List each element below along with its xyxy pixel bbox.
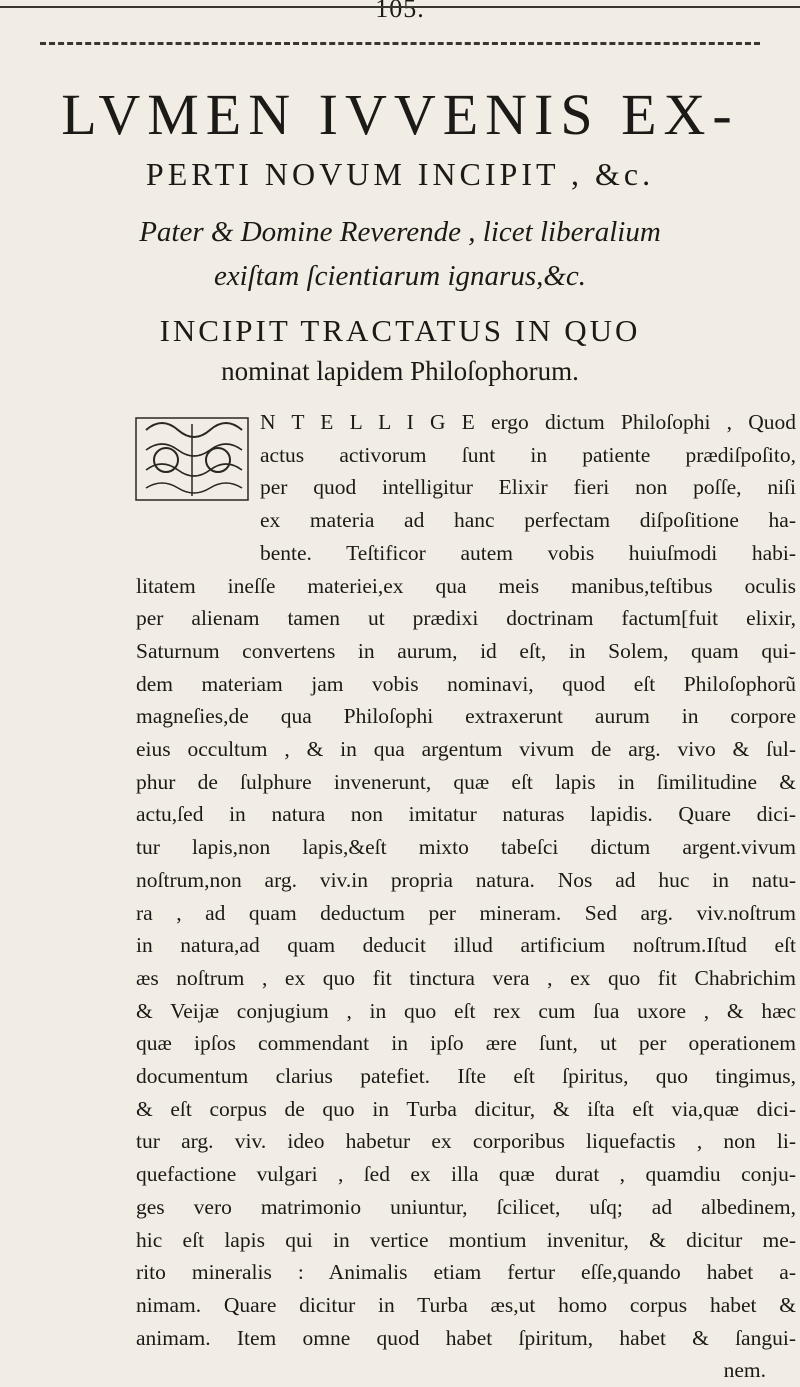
title-main: LVMEN IVVENIS EX- bbox=[61, 82, 739, 147]
text-line: rito mineralis : Animalis etiam fertur eſſe,quando habet a- bbox=[136, 1260, 796, 1285]
catchword: nem. bbox=[723, 1358, 766, 1383]
text-line: per quod intelligitur Elixir fieri non poſſe, niſi bbox=[260, 475, 796, 500]
text-line: bente. Teſtificor autem vobis huiuſmodi habi- bbox=[260, 540, 796, 565]
text-line: quefactione vulgari , ſed ex illa quæ durat , quamdiu conju- bbox=[136, 1162, 796, 1187]
dedication bbox=[0, 210, 800, 298]
text-line: litatem ineſſe materiei,ex qua meis manibus,teſtibus oculis bbox=[136, 573, 796, 598]
text-line: ex materia ad hanc perfectam diſpoſitione ha- bbox=[260, 508, 796, 533]
text-line: & eſt corpus de quo in Turba dicitur, & iſta eſt via,quæ dici- bbox=[136, 1096, 796, 1121]
text-line: & Veijæ conjugium , in quo eſt rex cum ſua uxore , & hæc bbox=[136, 998, 796, 1023]
text-line: actu,ſed in natura non imitatur naturas lapidis. Quare dici- bbox=[136, 802, 796, 827]
text-line: N T E L L I G E ergo dictum Philoſophi , Quod bbox=[260, 410, 796, 434]
text-line: noſtrum,non arg. viv.in propria natura. Nos ad huc in natu- bbox=[136, 867, 796, 892]
text-line: per alienam tamen ut prædixi doctrinam factum[fuit elixir, bbox=[136, 606, 796, 631]
text-line: documentum clarius patefiet. Iſte eſt ſpiritus, quo tingimus, bbox=[136, 1064, 796, 1089]
text-line: eius occultum , & in qua argentum vivum de arg. vivo & ſul- bbox=[136, 737, 796, 762]
text-line: tur arg. viv. ideo habetur ex corporibus liquefactis , non li- bbox=[136, 1129, 796, 1154]
dedication-line-1: Pater & Domine Reverende , licet liberalium bbox=[139, 216, 661, 248]
text-line: ra , ad quam deductum per mineram. Sed arg. viv.noſtrum bbox=[136, 900, 796, 925]
ornamental-rule bbox=[40, 42, 760, 45]
incipit-subheading: nominat lapidem Philoſophorum. bbox=[221, 356, 579, 386]
text-line: in natura,ad quam deducit illud artificium noſtrum.Iſtud eſt bbox=[136, 933, 796, 958]
title-sub: PERTI NOVUM INCIPIT , &c. bbox=[145, 156, 655, 192]
text-line: actus activorum ſunt in patiente prædiſpoſito, bbox=[260, 442, 796, 467]
text-line: animam. Item omne quod habet ſpiritum, habet & ſangui- bbox=[136, 1325, 796, 1350]
text-line: hic eſt lapis qui in vertice montium invenitur, & dicitur me- bbox=[136, 1227, 796, 1252]
incipit-heading: INCIPIT TRACTATUS IN QUO bbox=[159, 313, 641, 348]
top-rule bbox=[0, 6, 800, 8]
text-line: ges vero matrimonio uniuntur, ſcilicet, uſq; ad albedinem, bbox=[136, 1194, 796, 1219]
text-line: quæ ipſos commendant in ipſo ære ſunt, ut per operationem bbox=[136, 1031, 796, 1056]
text-line: dem materiam jam vobis nominavi, quod eſt Philoſophorũ bbox=[136, 671, 796, 696]
text-line: tur lapis,non lapis,&eſt mixto tabeſci dictum argent.vivum bbox=[136, 835, 796, 860]
text-line: phur de ſulphure invenerunt, quæ eſt lapis in ſimilitudine & bbox=[136, 769, 796, 794]
text-line: æs noſtrum , ex quo fit tinctura vera , ex quo fit Chabrichim bbox=[136, 965, 796, 990]
body-text bbox=[136, 406, 796, 1387]
dedication-line-2: exiſtam ſcientiarum ignarus,&c. bbox=[213, 260, 587, 292]
text-line: magneſies,de qua Philoſophi extraxerunt aurum in corpore bbox=[136, 704, 796, 729]
text-line: nimam. Quare dicitur in Turba æs,ut homo corpus habet & bbox=[136, 1292, 796, 1317]
page-number: 105. bbox=[375, 0, 425, 23]
text-line: Saturnum convertens in aurum, id eſt, in Solem, quam qui- bbox=[136, 638, 796, 663]
